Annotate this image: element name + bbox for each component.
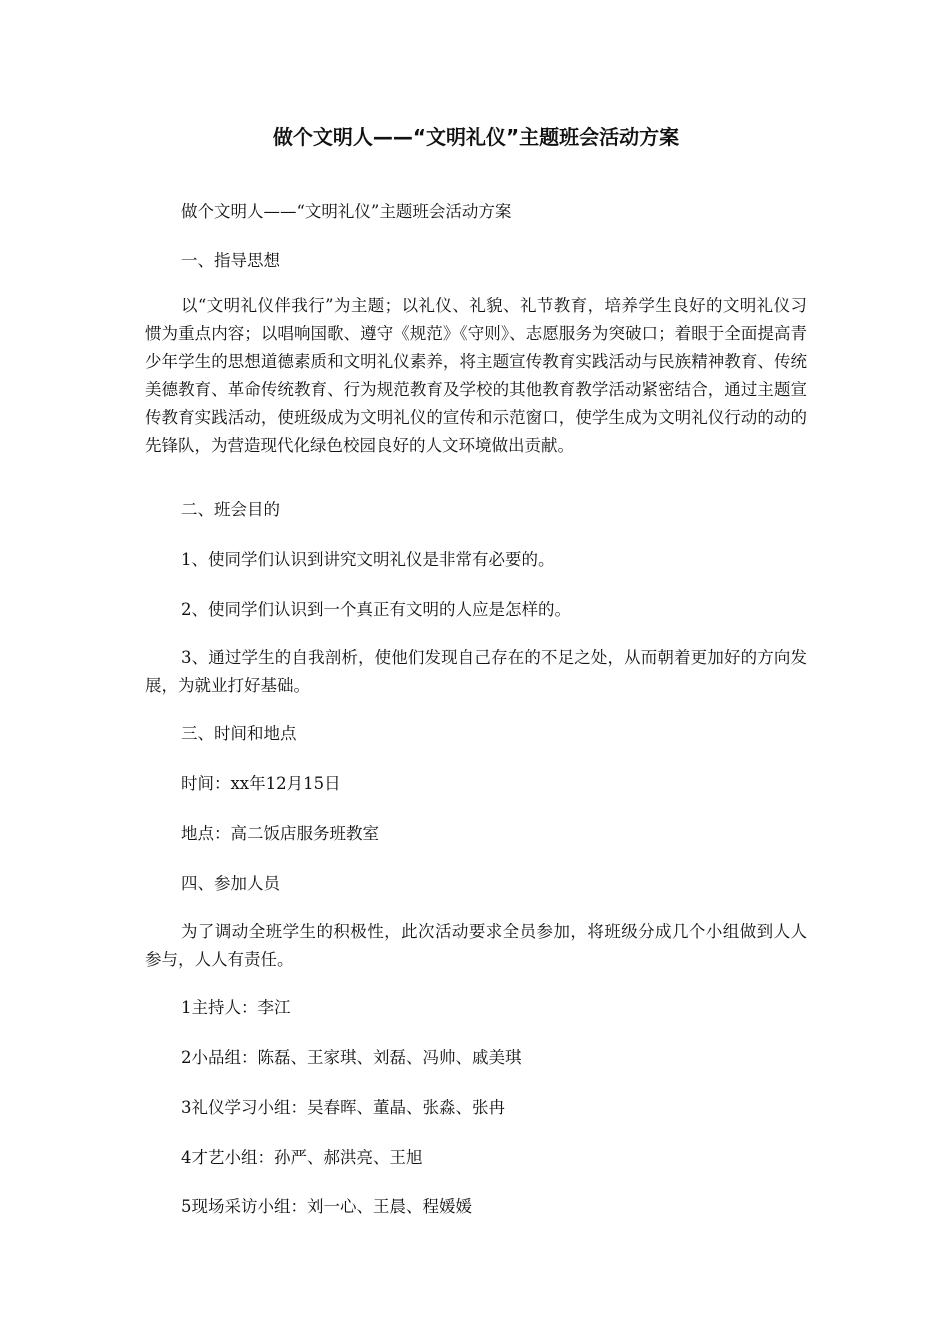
paragraph-place: 地点：高二饭店服务班教室 (181, 824, 379, 843)
heading-participants: 四、参加人员 (181, 874, 280, 893)
list-item-host: 1主持人：李江 (181, 998, 291, 1017)
list-item-talent-group: 4才艺小组：孙严、郝洪亮、王旭 (181, 1148, 423, 1167)
paragraph-purpose-1: 1、使同学们认识到讲究文明礼仪是非常有必要的。 (181, 550, 555, 569)
list-item-sketch-group: 2小品组：陈磊、王家琪、刘磊、冯帅、戚美琪 (181, 1048, 522, 1067)
paragraph-purpose-3: 3、通过学生的自我剖析，使他们发现自己存在的不足之处，从而朝着更加好的方向发展，为就业打好基础。 (145, 648, 807, 695)
document-title: 做个文明人——“文明礼仪”主题班会活动方案 (272, 125, 680, 149)
heading-time-place: 三、时间和地点 (181, 724, 297, 743)
heading-meeting-purpose: 二、班会目的 (181, 500, 280, 519)
paragraph-participants: 为了调动全班学生的积极性，此次活动要求全员参加，将班级分成几个小组做到人人参与，人人有责任。 (145, 922, 807, 969)
heading-guiding-ideology: 一、指导思想 (181, 251, 280, 270)
list-item-etiquette-group: 3礼仪学习小组：吴春晖、董晶、张淼、张冉 (181, 1098, 505, 1117)
paragraph-guiding-ideology: 以“文明礼仪伴我行”为主题；以礼仪、礼貌、礼节教育，培养学生良好的文明礼仪习惯为重点内容；以唱响国歌、遵守《规范》《守则》、志愿服务为突破口；着眼于全面提高青少年学生的思想道德素质和文明礼仪素养，将主题宣传教育实践活动与民族精神教育、传统美德教育、革命传统教育、行为规范教育及学校的其他教育教学活动紧密结合，通过主题宣传教育实践活动，使班级成为文明礼仪的宣传和示范窗口，使学生成为文明礼仪行动的动的先锋队，为营造现代化绿色校园良好的人文环境做出贡献。 (145, 296, 807, 455)
paragraph-time: 时间：xx年12月15日 (181, 774, 341, 793)
paragraph-subtitle: 做个文明人——“文明礼仪”主题班会活动方案 (181, 202, 512, 221)
paragraph-purpose-2: 2、使同学们认识到一个真正有文明的人应是怎样的。 (181, 600, 571, 619)
list-item-interview-group: 5现场采访小组：刘一心、王晨、程媛媛 (181, 1197, 472, 1216)
